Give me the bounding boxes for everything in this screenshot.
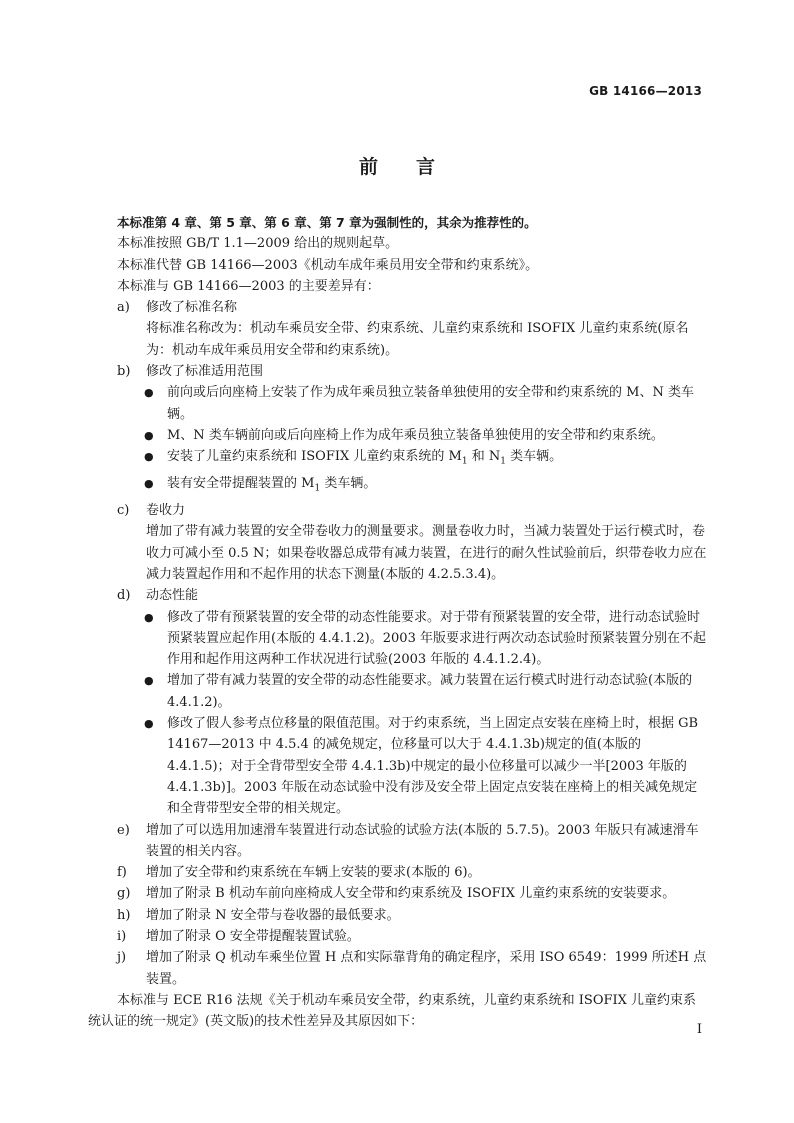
subscript: 1 [500, 456, 506, 467]
list-item-a [88, 297, 708, 318]
subscript: 1 [314, 483, 321, 494]
paragraph-replaces: 本标准代替 GB 14166—2003《机动车成年乘员用安全带和约束系统》。 [117, 257, 539, 273]
list-marker: c) [117, 503, 130, 519]
list-marker: f) [117, 865, 127, 881]
list-marker: e) [117, 822, 130, 838]
list-item-f [88, 862, 708, 883]
list-item-i [88, 926, 708, 947]
list-marker: h) [117, 907, 131, 923]
list-item-h [88, 905, 708, 926]
list-item-a-detail: 将标准名称改为：机动车乘员安全带、约束系统、儿童约束系统和 ISOFIX 儿童约束系统(原名为：机动车成年乘员用安全带和约束系统)。 [146, 321, 689, 358]
subscript: 1 [461, 456, 468, 467]
bullet-icon: ● [144, 610, 154, 624]
bullet-text-post: 类车辆。 [505, 449, 563, 465]
list-item-d [88, 585, 708, 606]
list-item-text: 增加了安全带和约束系统在车辆上安装的要求(本版的 6)。 [146, 865, 481, 881]
list-item-b [88, 361, 708, 382]
bullet-text-mid: 和 N [467, 449, 501, 465]
bullet-text-pre: 装有安全带提醒装置的 M [167, 476, 315, 492]
bullet-item [88, 382, 708, 425]
list-item-text: 修改了标准适用范围 [146, 364, 264, 380]
list-marker: a) [117, 300, 130, 316]
bullet-item [88, 446, 708, 473]
bullet-icon: ● [144, 717, 154, 731]
paragraph-drafting: 本标准按照 GB/T 1.1—2009 给出的规则起草。 [117, 236, 399, 252]
bullet-item [88, 473, 708, 500]
page-number: I [696, 1022, 702, 1037]
list-item-c-detail: 增加了带有减力装置的安全带卷收力的测量要求。测量卷收力时，当减力装置处于运行模式时，卷收力可减小至 0.5 N；如果卷收器总成带有减力装置，在进行的耐久性试验前后，织带卷收力应在减力装置起作用和不起作用的状态下测量(本版的 4.2.5.3.4)。 [146, 524, 707, 582]
bullet-item [88, 425, 708, 446]
bullet-text: 前向或后向座椅上安装了作为成年乘员独立装备单独使用的安全带和约束系统的 M、N 类车辆。 [167, 385, 694, 422]
list-item-text: 动态性能 [146, 588, 199, 604]
bullet-text-post: 类车辆。 [320, 476, 377, 492]
paragraph-differences: 本标准与 GB 14166—2003 的主要差异有： [117, 278, 380, 294]
paragraph-ece-differences: 本标准与 ECE R16 法规《关于机动车乘员安全带，约束系统，儿童约束系统和 ISOFIX 儿童约束系统认证的统一规定》(英文版)的技术性差异及其原因如下： [88, 992, 697, 1030]
page-title: 前 言 [358, 156, 435, 178]
list-marker: d) [117, 588, 131, 604]
bullet-icon: ● [144, 674, 154, 688]
document-body [88, 212, 708, 1032]
list-item-text: 增加了附录 O 安全带提醒装置试验。 [146, 928, 360, 944]
list-marker: b) [117, 364, 131, 380]
list-item-e [88, 820, 708, 863]
bullet-item [88, 670, 708, 713]
bullet-text: 增加了带有减力装置的安全带的动态性能要求。减力装置在运行模式时进行动态试验(本版的 4.4.1.2)。 [167, 673, 693, 710]
list-item-text: 增加了附录 B 机动车前向座椅成人安全带和约束系统及 ISOFIX 儿童约束系统的安装要求。 [146, 886, 676, 902]
list-item-text: 增加了可以选用加速滑车装置进行动态试验的试验方法(本版的 5.7.5)。2003 年版只有减速滑车装置的相关内容。 [146, 822, 699, 859]
list-item-text: 增加了附录 Q 机动车乘坐位置 H 点和实际靠背角的确定程序，采用 ISO 6549：1999 所述H 点装置。 [146, 950, 707, 987]
list-marker: j) [117, 950, 127, 966]
bullet-item [88, 713, 708, 819]
bullet-text: 修改了带有预紧装置的安全带的动态性能要求。对于带有预紧装置的安全带，进行动态试验时预紧装置应起作用(本版的 4.4.1.2)。2003 年版要求进行两次动态试验时预紧装置分别在不起作用和起作用这两种工作状况进行试验(2003 年版的 4.4.1.2.4)。 [167, 609, 706, 668]
list-marker: i) [117, 928, 127, 944]
list-item-g [88, 883, 708, 904]
bullet-icon: ● [144, 450, 154, 464]
list-item-c [88, 500, 708, 521]
list-item-text: 增加了附录 N 安全带与卷收器的最低要求。 [146, 907, 400, 923]
bullet-icon: ● [144, 477, 154, 491]
bullet-icon: ● [144, 386, 154, 400]
list-item-text: 修改了标准名称 [146, 300, 238, 316]
bullet-text: M、N 类车辆前向或后向座椅上作为成年乘员独立装备单独使用的安全带和约束系统。 [167, 427, 664, 443]
bullet-item [88, 607, 708, 671]
list-item-text: 卷收力 [146, 503, 186, 519]
bullet-text: 修改了假人参考点位移量的限值范围。对于约束系统，当上固定点安装在座椅上时，根据 GB 14167—2013 中 4.5.4 的减免规定，位移量可以大于 4.4.1.3b)规定的值(本版的 4.4.1.5)；对于全背带型安全带 4.4.1.3b)中规定的最小位移量可以减少一半[2003 年版的 4.4.1.3b)]。2003 年版在动态试验中没有涉及安全带上固定点安装在座椅上的相关减免规定和全背带型安全带的相关规定。 [167, 716, 699, 817]
list-item-j [88, 947, 708, 990]
bullet-icon: ● [144, 428, 154, 442]
standard-number: GB 14166—2013 [589, 84, 702, 98]
list-marker: g) [117, 886, 131, 902]
bullet-text-pre: 安装了儿童约束系统和 ISOFIX 儿童约束系统的 M [167, 449, 462, 465]
paragraph-mandatory: 本标准第 4 章、第 5 章、第 6 章、第 7 章为强制性的，其余为推荐性的。 [117, 215, 537, 230]
